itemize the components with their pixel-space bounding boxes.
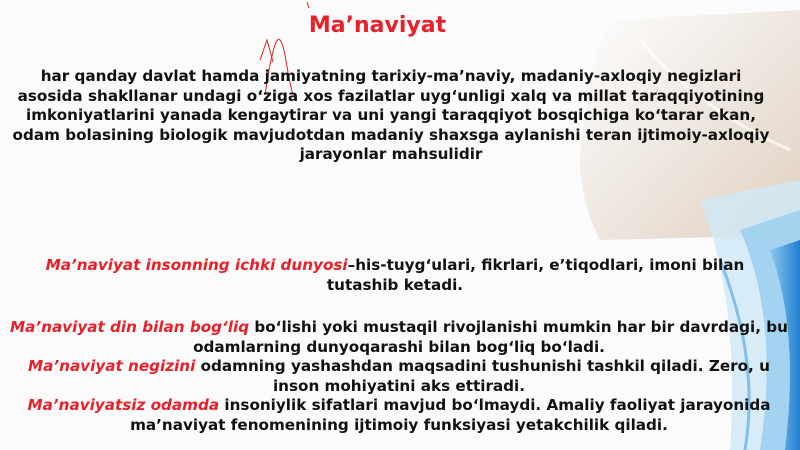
point-term: Ma’naviyatsiz odamda bbox=[27, 396, 220, 414]
point-item bbox=[4, 357, 794, 396]
definition-paragraph bbox=[10, 256, 780, 295]
definition-text: –his-tuyg‘ulari, fikrlari, e’tiqodlari, imoni bilan tutashib ketadi. bbox=[326, 256, 745, 294]
point-term: Ma’naviyat din bilan bog‘liq bbox=[10, 318, 250, 336]
point-text: insoniylik sifatlari mavjud bo‘lmaydi. Amaliy faoliyat jarayonida ma’naviyat fenomenining ijtimoiy funksiyasi yetakchilik qiladi. bbox=[130, 396, 771, 434]
point-item bbox=[4, 318, 794, 357]
definition-term: Ma’naviyat insonning ichki dunyosi bbox=[45, 256, 348, 274]
point-text: bo‘lishi yoki mustaqil rivojlanishi mumkin har bir davrdagi, bu odamlarning dunyoqarashi bilan bog‘liq bo‘ladi. bbox=[193, 318, 788, 356]
intro-paragraph: har qanday davlat hamda jamiyatning tarixiy-ma’naviy, madaniy-axloqiy negizlari asosida shakllanar undagi o‘ziga xos fazilatlar uyg‘unligi xalq va millat taraqqiyotining imkoniyatlarini yanada kengaytirar va uni yangi taraqqiyot bosqichiga ko‘tarar ekan, odam bolasining biologik mavjudotdan madaniy shaxsga aylanishi teran ijtimoiy-axloqiy jarayonlar mahsulidir bbox=[12, 67, 770, 163]
point-term: Ma’naviyat negizini bbox=[28, 357, 196, 375]
point-text: odamning yashashdan maqsadini tushunishi tashkil qiladi. Zero, u inson mohiyatini aks ettiradi. bbox=[195, 357, 770, 395]
point-item bbox=[4, 396, 794, 435]
slide-title: Ma’naviyat bbox=[308, 13, 447, 38]
points-block bbox=[4, 318, 794, 435]
